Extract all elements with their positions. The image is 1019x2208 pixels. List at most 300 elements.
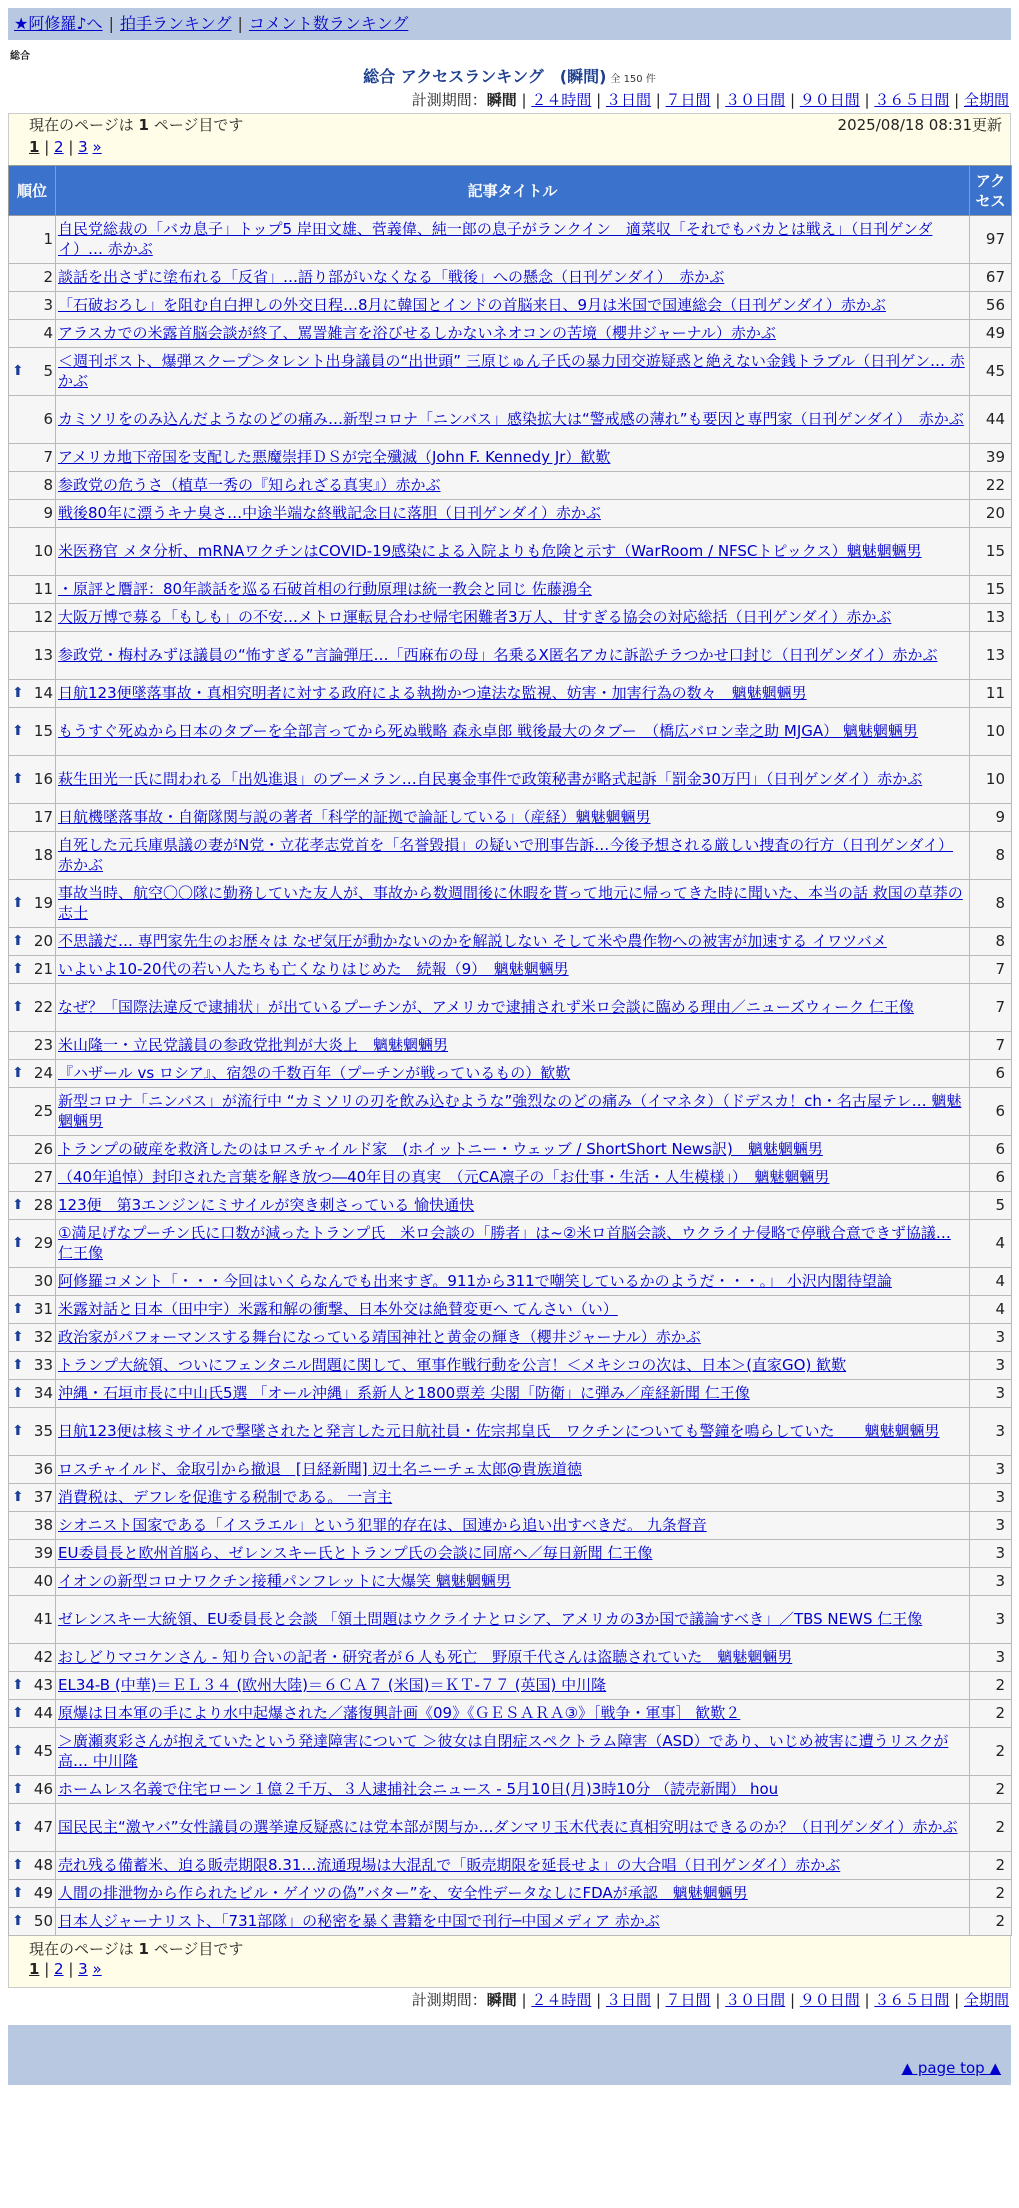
article-title-link[interactable]: ロスチャイルド、金取引から撤退 [日経新聞] 辺土名ニーチェ太郎@貴族道徳 [58,1460,582,1479]
article-title-link[interactable]: EL34-B (中華)＝ＥＬ３４ (欧州大陸)＝６ＣＡ７ (米国)＝ＫＴ-７７ (英国) 中川隆 [58,1676,607,1695]
home-link[interactable]: ★阿修羅♪へ [14,13,103,33]
table-row [9,444,1012,472]
page-link[interactable]: 2 [54,1959,64,1978]
article-title-link[interactable]: 談話を出さずに塗布れる「反省」…語り部がいなくなる「戦後」への懸念（日刊ゲンダイ） 赤かぶ [58,268,725,287]
title-cell [56,292,970,320]
table-row [9,472,1012,500]
table-row [9,1136,1012,1164]
title-cell [56,1512,970,1540]
access-count: 4 [970,1268,1012,1296]
access-count: 4 [970,1296,1012,1324]
title-cell [56,1164,970,1192]
page-current: 1 [29,137,40,156]
article-title-link[interactable]: 人間の排泄物から作られたビル・ゲイツの偽”バター”を、安全性データなしにFDAが承認 魑魅魍魎男 [58,1884,748,1903]
article-title-link[interactable]: 大阪万博で募る「もしも」の不安…メトロ運転見合わせ帰宅困難者3万人、甘すぎる協会の対応総括（日刊ゲンダイ）赤かぶ [58,608,892,627]
access-count: 39 [970,444,1012,472]
rank-number: 35 [33,1422,53,1441]
title-cell [56,528,970,576]
rank-cell [9,1088,56,1136]
rank-cell [9,832,56,880]
table-row [9,348,1012,396]
rank-number: 7 [43,448,53,467]
period-separator: | [949,1991,964,2010]
access-count: 10 [970,756,1012,804]
table-row [9,1728,1012,1776]
article-title-link[interactable]: いよいよ10-20代の若い人たちも亡くなりはじめた 続報（9） 魑魅魍魎男 [58,960,569,979]
access-count: 2 [970,1852,1012,1880]
table-row [9,576,1012,604]
title-cell [56,1728,970,1776]
rank-cell [9,1268,56,1296]
period-link[interactable]: ３６５日間 [874,1991,950,2010]
rank-number: 40 [33,1572,53,1591]
rank-cell [9,880,56,928]
article-title-link[interactable]: アメリカ地下帝国を支配した悪魔崇拝ＤＳが完全殲滅（John F. Kennedy Jr）歓歎 [58,448,611,467]
rank-up-arrow-icon: ⬆ [12,1235,24,1252]
article-title-link[interactable]: 沖縄・石垣市長に中山氏5選 「オール沖縄」系新人と1800票差 尖閣「防衛」に弾み／産経新聞 仁王像 [58,1384,750,1403]
article-title-link[interactable]: ゼレンスキー大統領、EU委員長と会談 「領土問題はウクライナとロシア、アメリカの3か国で議論すべき」／TBS NEWS 仁王像 [58,1610,923,1629]
rank-up-arrow-icon: ⬆ [12,1913,24,1930]
access-count: 3 [970,1456,1012,1484]
article-title-link[interactable]: トランプの破産を救済したのはロスチャイルド家 (ホイットニー・ウェッブ / ShortShort News訳) 魑魅魍魎男 [58,1140,823,1159]
article-title-link[interactable]: 事故当時、航空〇〇隊に勤務していた友人が、事故から数週間後に休暇を貰って地元に帰ってきた時に聞いた、本当の話 救国の草莽の志士 [58,884,963,922]
rank-number: 30 [33,1272,53,1291]
rank-number: 2 [43,268,53,287]
rank-cell [9,928,56,956]
period-current: 瞬間 [486,1991,517,2010]
rank-up-arrow-icon: ⬆ [12,771,24,788]
article-title-link[interactable]: 政治家がパフォーマンスする舞台になっている靖国神社と黄金の輝き（櫻井ジャーナル）赤かぶ [58,1328,701,1347]
rank-cell [9,1644,56,1672]
access-count: 2 [970,1672,1012,1700]
table-row [9,1908,1012,1936]
access-count: 2 [970,1776,1012,1804]
rank-number: 42 [33,1648,53,1667]
access-count: 2 [970,1908,1012,1936]
access-count: 15 [970,576,1012,604]
table-row [9,1456,1012,1484]
rank-up-arrow-icon: ⬆ [12,1489,24,1506]
table-row [9,1088,1012,1136]
access-count: 2 [970,1700,1012,1728]
table-row [9,1700,1012,1728]
table-row [9,528,1012,576]
article-title-link[interactable]: 参政党・梅村みずほ議員の“怖すぎる”言論弾圧…「西麻布の母」名乗るX匿名アカに訴訟チラつかせ口封じ（日刊ゲンダイ）赤かぶ [58,646,938,665]
article-title-link[interactable]: 国民民主“激ヤバ”女性議員の選挙違反疑惑には党本部が関与か…ダンマリ玉木代表に真相究明はできるのか？（日刊ゲンダイ）赤かぶ [58,1818,958,1837]
table-row [9,604,1012,632]
table-row [9,1060,1012,1088]
article-title-link[interactable]: 新型コロナ「ニンバス」が流行中 “カミソリの刃を飲み込むような”強烈なのどの痛み（イマネタ）（ドデスカ！ch・名古屋テレ… 魑魅魍魎男 [58,1092,962,1130]
table-row [9,1324,1012,1352]
access-count: 13 [970,632,1012,680]
title-cell [56,500,970,528]
access-count: 6 [970,1088,1012,1136]
article-title-link[interactable]: 参政党の危うさ（植草一秀の『知られざる真実』）赤かぶ [58,476,441,495]
title-cell [56,1700,970,1728]
next-page-link[interactable]: » [92,1959,102,1978]
rank-number: 4 [43,324,53,343]
rank-number: 3 [43,296,53,315]
rank-cell [9,528,56,576]
page-title [0,67,1019,88]
period-separator: | [859,90,875,109]
pagetop-row [8,2055,1011,2085]
page-current: 1 [29,1959,40,1978]
title-cell [56,1060,970,1088]
title-cell [56,1296,970,1324]
rank-up-arrow-icon: ⬆ [12,1743,24,1760]
period-link[interactable]: ７日間 [665,90,711,109]
rank-number: 15 [33,722,53,741]
article-title-link[interactable]: ・原評と贋評：80年談話を巡る石破首相の行動原理は統一教会と同じ 佐藤鴻全 [58,580,592,599]
title-cell [56,956,970,984]
period-current: 瞬間 [486,90,517,109]
article-title-link[interactable]: ホームレス名義で住宅ローン１億２千万、３人逮捕社会ニュース - 5月10日(月)3時10分 （読売新聞） hou [58,1780,779,1799]
rank-number: 1 [43,230,53,249]
rank-number: 38 [33,1516,53,1535]
rank-cell [9,472,56,500]
rank-up-arrow-icon: ⬆ [12,895,24,912]
rank-cell [9,1512,56,1540]
period-link[interactable]: 全期間 [963,90,1009,109]
access-count: 20 [970,500,1012,528]
rank-number: 17 [33,808,53,827]
title-cell [56,1380,970,1408]
rank-cell [9,632,56,680]
rank-up-arrow-icon: ⬆ [12,1329,24,1346]
title-cell [56,1596,970,1644]
title-cell [56,472,970,500]
rank-number: 37 [33,1488,53,1507]
table-row [9,804,1012,832]
article-title-link[interactable]: （40年追悼）封印された言葉を解き放つ―40年目の真実 （元CA凛子の「お仕事・生活・人生模様」） 魑魅魍魎男 [58,1168,830,1187]
rank-number: 34 [33,1384,53,1403]
table-row [9,1540,1012,1568]
rank-cell [9,348,56,396]
rank-number: 27 [33,1168,53,1187]
rank-cell [9,264,56,292]
rank-cell [9,1540,56,1568]
nav-separator: | [108,13,114,33]
access-count: 13 [970,604,1012,632]
page-link[interactable]: 3 [78,1959,88,1978]
title-cell [56,348,970,396]
article-title-link[interactable]: ①満足げなプーチン氏に口数が減ったトランプ氏 米ロ会談の「勝者」は~②米ロ首脳会談、ウクライナ侵略で停戦合意できず協議… 仁王像 [58,1224,951,1262]
rank-number: 28 [33,1196,53,1215]
article-title-link[interactable]: 萩生田光一氏に問われる「出処進退」のブーメラン…自民裏金事件で政策秘書が略式起訴「罰金30万円」（日刊ゲンダイ）赤かぶ [58,770,923,789]
article-title-link[interactable]: 123便 第3エンジンにミサイルが突き刺さっている 愉快通快 [58,1196,475,1215]
title-cell [56,1268,970,1296]
rank-number: 12 [33,608,53,627]
rank-number: 19 [33,894,53,913]
table-row [9,1408,1012,1456]
access-count: 6 [970,1164,1012,1192]
period-separator: | [591,1991,606,2010]
table-row [9,1164,1012,1192]
period-separator: | [516,1991,532,2010]
rank-up-arrow-icon: ⬆ [12,723,24,740]
period-label: 計測期間： [411,90,487,109]
rank-number: 16 [33,770,53,789]
updated-timestamp: 2025/08/18 08:31更新 [837,116,1002,135]
title-cell [56,1136,970,1164]
access-count: 9 [970,804,1012,832]
period-selector-top [0,91,1009,111]
rank-cell [9,1060,56,1088]
rank-cell [9,320,56,348]
rank-number: 18 [33,846,53,865]
article-title-link[interactable]: 日本人ジャーナリスト、「731部隊」の秘密を暴く書籍を中国で刊行─中国メディア 赤かぶ [58,1912,660,1931]
rank-cell [9,1192,56,1220]
next-page-link[interactable]: » [92,137,102,156]
title-cell [56,1880,970,1908]
access-count: 3 [970,1380,1012,1408]
article-title-link[interactable]: カミソリをのみ込んだようなのどの痛み…新型コロナ「ニンバス」感染拡大は“警戒感の薄れ”も要因と専門家（日刊ゲンダイ） 赤かぶ [58,410,964,429]
article-title-link[interactable]: 日航123便墜落事故・真相究明者に対する政府による執拗かつ違法な監視、妨害・加害行為の数々 魑魅魍魎男 [58,684,807,703]
title-cell [56,1456,970,1484]
table-row [9,1596,1012,1644]
article-title-link[interactable]: おしどりマコケンさん - 知り合いの記者・研究者が６人も死亡 野原千代さんは盗聴されていた 魑魅魍魎男 [58,1648,793,1667]
article-title-link[interactable]: 「石破おろし」を阻む自白押しの外交日程…8月に韓国とインドの首脳来日、9月は米国で国連総会（日刊ゲンダイ）赤かぶ [58,296,886,315]
access-count: 97 [970,216,1012,264]
table-row [9,320,1012,348]
article-title-link[interactable]: ＞廣瀬爽彩さんが抱えていたという発達障害について ＞彼女は自閉症スペクトラム障害（ASD）であり、いじめ被害に遭うリスクが高… 中川隆 [58,1732,949,1770]
rank-cell [9,708,56,756]
rank-cell [9,292,56,320]
rank-cell [9,680,56,708]
table-row [9,500,1012,528]
period-separator: | [591,90,606,109]
article-title-link[interactable]: 自死した元兵庫県議の妻がN党・立花孝志党首を「名誉毀損」の疑いで刑事告訴…今後予想される厳しい捜査の行方（日刊ゲンダイ）赤かぶ [58,836,954,874]
access-count: 3 [970,1408,1012,1456]
title-cell [56,1804,970,1852]
rank-cell [9,1380,56,1408]
page-links [29,1960,990,1980]
page-separator: | [63,137,79,156]
title-cell [56,928,970,956]
title-cell [56,1776,970,1804]
article-title-link[interactable]: イオンの新型コロナワクチン接種パンフレットに大爆笑 魑魅魍魎男 [58,1572,511,1591]
ranking-title: 総合 アクセスランキング (瞬間) [363,67,607,86]
period-separator: | [650,1991,666,2010]
access-count: 15 [970,528,1012,576]
article-title-link[interactable]: なぜ？「国際法違反で逮捕状」が出ているプーチンが、アメリカで逮捕されず米ロ会談に臨める理由／ニューズウィーク 仁王像 [58,998,914,1017]
article-title-link[interactable]: 日航機墜落事故・自衛隊関与説の著者「科学的証拠で論証している」（産経）魑魅魍魎男 [58,808,651,827]
rank-cell [9,1324,56,1352]
rank-number: 45 [33,1742,53,1761]
title-column-header: 記事タイトル [56,166,970,216]
article-title-link[interactable]: 消費税は、デフレを促進する税制である。 一言主 [58,1488,393,1507]
rank-cell [9,1484,56,1512]
rank-cell [9,1164,56,1192]
page-link[interactable]: 3 [78,137,88,156]
rank-up-arrow-icon: ⬆ [12,1781,24,1798]
article-title-link[interactable]: 米山隆一・立民党議員の参政党批判が大炎上 魑魅魍魎男 [58,1036,449,1055]
access-count: 3 [970,1512,1012,1540]
access-count: 49 [970,320,1012,348]
article-title-link[interactable]: アラスカでの米露首脳会談が終了、罵詈雑言を浴びせるしかないネオコンの苦境（櫻井ジャーナル）赤かぶ [58,324,776,343]
article-title-link[interactable]: シオニスト国家である「イスラエル」という犯罪的存在は、国連から追い出すべきだ。 九条督音 [58,1516,707,1535]
access-count: 3 [970,1540,1012,1568]
article-title-link[interactable]: 日航123便は核ミサイルで撃墜されたと発言した元日航社員・佐宗邦皇氏 ワクチンについても警鐘を鳴らしていた 魑魅魍魎男 [58,1422,940,1441]
title-cell [56,1192,970,1220]
rank-cell [9,1700,56,1728]
article-title-link[interactable]: 米医務官 メタ分析、mRNAワクチンはCOVID-19感染による入院よりも危険と示す（WarRoom / NFSCトピックス）魑魅魍魎男 [58,542,922,561]
title-cell [56,1672,970,1700]
access-count: 7 [970,1032,1012,1060]
title-cell [56,1540,970,1568]
rank-number: 46 [33,1780,53,1799]
rank-number: 8 [43,476,53,495]
title-cell [56,984,970,1032]
access-count: 6 [970,1136,1012,1164]
article-title-link[interactable]: 自民党総裁の「バカ息子」トップ5 岸田文雄、菅義偉、純一郎の息子がランクイン 適菜収「それでもバカとは戦え」（日刊ゲンダイ）… 赤かぶ [58,220,933,258]
table-row [9,1776,1012,1804]
rank-up-arrow-icon: ⬆ [12,1301,24,1318]
access-count: 22 [970,472,1012,500]
rank-up-arrow-icon: ⬆ [12,685,24,702]
page-link[interactable]: 2 [54,137,64,156]
access-count: 67 [970,264,1012,292]
rank-number: 44 [33,1704,53,1723]
period-link[interactable]: ３日間 [605,1991,651,2010]
article-title-link[interactable]: 売れ残る備蓄米、迫る販売期限8.31…流通現場は大混乱で「販売期限を延長せよ」の大合唱（日刊ゲンダイ）赤かぶ [58,1856,841,1875]
article-title-link[interactable]: 不思議だ… 専門家先生のお歴々は なぜ気圧が動かないのかを解説しない そして米や農作物への被害が加速する イワツバメ [58,932,887,951]
table-row [9,928,1012,956]
access-count: 7 [970,984,1012,1032]
rank-number: 6 [43,410,53,429]
rank-up-arrow-icon: ⬆ [12,1423,24,1440]
page-status: 現在のページは 1 ページ目です [29,1940,244,1959]
access-count: 5 [970,1192,1012,1220]
title-cell [56,604,970,632]
access-count: 3 [970,1644,1012,1672]
access-count: 56 [970,292,1012,320]
rank-up-arrow-icon: ⬆ [12,1357,24,1374]
title-cell [56,444,970,472]
period-link[interactable]: ２４時間 [531,1991,592,2010]
ranking-body [9,216,1012,1936]
table-row [9,1380,1012,1408]
access-count: 8 [970,928,1012,956]
page-links [29,138,990,158]
rank-cell [9,1220,56,1268]
rank-cell [9,500,56,528]
period-separator: | [650,90,666,109]
rank-up-arrow-icon: ⬆ [12,1065,24,1082]
access-count: 6 [970,1060,1012,1088]
pagination-bottom [8,1936,1011,1988]
title-cell [56,1220,970,1268]
top-nav-bar [8,8,1011,40]
title-cell [56,1088,970,1136]
access-count: 44 [970,396,1012,444]
rank-cell [9,1804,56,1852]
rank-up-arrow-icon: ⬆ [12,999,24,1016]
period-link[interactable]: ３６５日間 [874,90,950,109]
rank-up-arrow-icon: ⬆ [12,933,24,950]
title-cell [56,1484,970,1512]
title-cell [56,320,970,348]
article-title-link[interactable]: 米露対話と日本（田中宇）米露和解の衝撃、日本外交は絶賛変更へ てんさい（い） [58,1300,618,1319]
rank-up-arrow-icon: ⬆ [12,961,24,978]
rank-number: 49 [33,1884,53,1903]
page-status: 現在のページは 1 ページ目です [29,116,244,135]
period-separator: | [785,1991,800,2010]
access-count: 8 [970,880,1012,928]
table-row [9,880,1012,928]
page-top-link[interactable]: ▲ page top ▲ [901,2058,1001,2077]
comment-ranking-link[interactable]: コメント数ランキング [248,13,409,33]
article-title-link[interactable]: EU委員長と欧州首脳ら、ゼレンスキー氏とトランプ氏の会談に同席へ／毎日新聞 仁王像 [58,1544,653,1563]
table-row [9,1644,1012,1672]
table-row [9,1512,1012,1540]
category-label: 総合 [10,51,30,62]
article-title-link[interactable]: もうすぐ死ぬから日本のタブーを全部言ってから死ぬ戦略 森永卓郎 戦後最大のタブー （橋広バロン幸之助 MJGA） 魑魅魍魎男 [58,722,918,741]
table-row [9,1804,1012,1852]
access-column-header: アクセス [970,166,1012,216]
rank-number: 31 [33,1300,53,1319]
period-link[interactable]: ３０日間 [725,90,786,109]
rank-cell [9,576,56,604]
period-label: 計測期間： [411,1991,487,2010]
article-title-link[interactable]: 阿修羅コメント「・・・今回はいくらなんでも出来すぎ。911から311で嘲笑しているかのようだ・・・。」 小沢内閣待望論 [58,1272,892,1291]
period-separator: | [516,90,532,109]
title-cell [56,264,970,292]
access-count: 3 [970,1352,1012,1380]
rank-cell [9,1596,56,1644]
table-row [9,1880,1012,1908]
period-link[interactable]: ９０日間 [799,90,860,109]
title-cell [56,216,970,264]
table-row [9,264,1012,292]
rank-cell [9,396,56,444]
page-separator: | [63,1959,79,1978]
rank-cell [9,756,56,804]
rank-cell [9,604,56,632]
table-row [9,1032,1012,1060]
applause-ranking-link[interactable]: 拍手ランキング [119,13,232,33]
rank-cell [9,216,56,264]
title-cell [56,804,970,832]
article-title-link[interactable]: 『ハザール vs ロシア』、宿怨の千数百年（プーチンが戦っているもの）歓歎 [58,1064,571,1083]
rank-up-arrow-icon: ⬆ [12,1385,24,1402]
nav-separator: | [237,13,243,33]
period-link[interactable]: ３日間 [605,90,651,109]
period-link[interactable]: ９０日間 [799,1991,860,2010]
access-count: 4 [970,1220,1012,1268]
article-title-link[interactable]: ＜週刊ポスト、爆弾スクープ＞タレント出身議員の“出世頭” 三原じゅん子氏の暴力団交遊疑惑と絶えない金銭トラブル（日刊ゲン… 赤かぶ [58,352,965,390]
period-selector-bottom [0,1991,1009,2011]
rank-number: 23 [33,1036,53,1055]
period-link[interactable]: ２４時間 [531,90,592,109]
title-cell [56,880,970,928]
article-title-link[interactable]: トランプ大統領、ついにフェンタニル問題に関して、軍事作戦行動を公言！＜メキシコの次は、日本＞(直家GO) 歓歎 [58,1356,847,1375]
article-title-link[interactable]: 戦後80年に漂うキナ臭さ…中途半端な終戦記念日に落胆（日刊ゲンダイ）赤かぶ [58,504,601,523]
rank-number: 10 [33,542,53,561]
period-link[interactable]: 全期間 [963,1991,1009,2010]
article-title-link[interactable]: 原爆は日本軍の手により水中起爆された／藩復興計画《09》《ＧＥＳＡＲＡ③》［戦争・軍事］ 歓歎２ [58,1704,741,1723]
rank-number: 50 [33,1912,53,1931]
period-link[interactable]: ３０日間 [725,1991,786,2010]
table-row [9,756,1012,804]
period-link[interactable]: ７日間 [665,1991,711,2010]
rank-cell [9,1136,56,1164]
bottom-bar [8,2025,1011,2055]
title-cell [56,576,970,604]
title-cell [56,1032,970,1060]
title-cell [56,708,970,756]
